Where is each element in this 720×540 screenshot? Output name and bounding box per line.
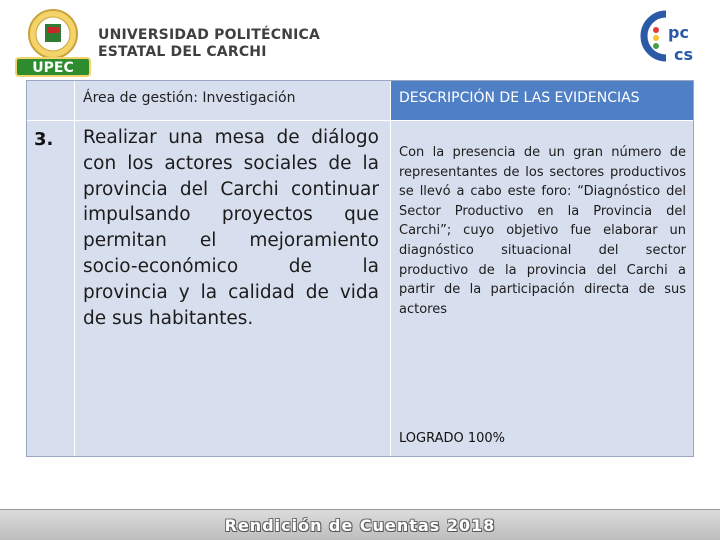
description-header: DESCRIPCIÓN DE LAS EVIDENCIAS	[399, 90, 640, 106]
number-cell	[26, 121, 74, 457]
activity-text: Realizar una mesa de diálogo con los actores sociales de la provincia del Carchi continuar impulsando proyectos que permitan el mejoramiento socio-económico de la provincia y la calidad de vida de sus habitantes.	[83, 127, 379, 329]
university-name-line1: UNIVERSIDAD POLITÉCNICA	[98, 27, 321, 43]
evidence-text: Con la presencia de un gran número de representantes de los sectores productivos se llevó a cabo este foro: “Diagnóstico del Sector Productivo en la Provincia del Carchi”; cuyo objetivo fue elaborar un diagnóstico situacional del sector productivo de la provincia del Carchi a partir de la participación directa de sus actores	[399, 145, 686, 317]
evidence-table	[26, 80, 694, 457]
university-name	[98, 27, 320, 61]
status-text: LOGRADO 100%	[399, 431, 506, 446]
svg-text:pc: pc	[668, 23, 689, 42]
svg-text:cs: cs	[674, 45, 694, 64]
upec-logo-icon	[14, 8, 92, 78]
header	[0, 0, 720, 82]
number-header-cell	[26, 80, 74, 120]
area-header-cell	[75, 80, 390, 120]
cpccs-logo-icon	[636, 8, 706, 70]
footer-title: Rendición de Cuentas 2018	[224, 516, 496, 535]
evidence-cell	[391, 121, 694, 457]
upec-logo-text: UPEC	[32, 60, 74, 76]
description-header-cell	[391, 80, 694, 120]
university-name-line2: ESTATAL DEL CARCHI	[98, 44, 267, 60]
activity-cell	[75, 121, 390, 457]
cpccs-logo-text: Cpccs	[636, 8, 639, 9]
row-number: 3.	[34, 129, 54, 150]
area-header: Área de gestión: Investigación	[83, 90, 296, 106]
